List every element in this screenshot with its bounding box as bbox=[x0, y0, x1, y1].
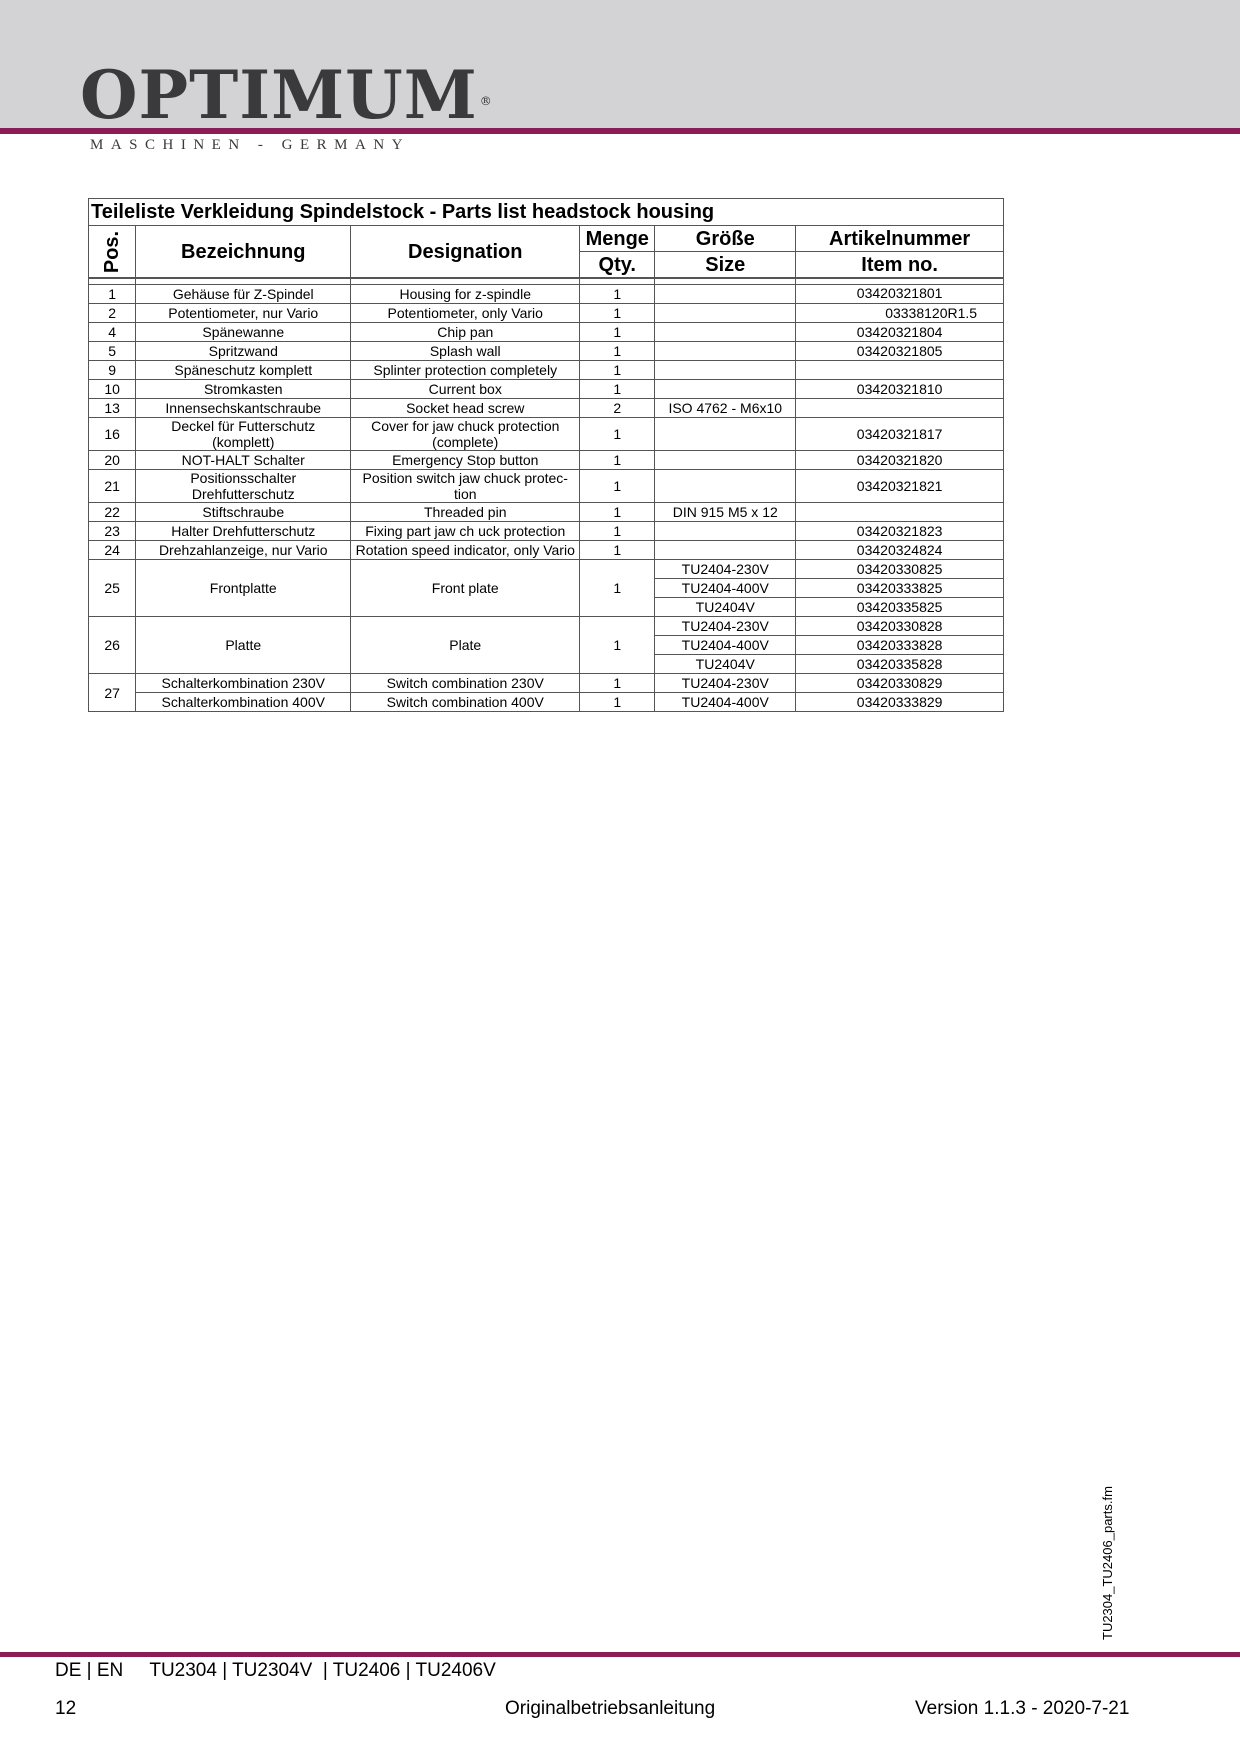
cell-designation: Rotation speed indicator, only Vario bbox=[351, 541, 580, 560]
cell-qty: 1 bbox=[580, 451, 655, 470]
cell-bezeichnung: Innensechskantschraube bbox=[136, 399, 351, 418]
cell-bezeichnung: Spritzwand bbox=[136, 342, 351, 361]
cell-item-no: 03420321805 bbox=[796, 342, 1004, 361]
cell-pos: 9 bbox=[89, 361, 136, 380]
cell-bezeichnung: Schalterkombination 400V bbox=[136, 693, 351, 712]
cell-bezeichnung: Schalterkombination 230V bbox=[136, 674, 351, 693]
table-row bbox=[89, 304, 1004, 323]
cell-pos: 4 bbox=[89, 323, 136, 342]
table-row bbox=[89, 380, 1004, 399]
cell-designation: Splash wall bbox=[351, 342, 580, 361]
cell-pos: 20 bbox=[89, 451, 136, 470]
cell-designation: Fixing part jaw ch uck protection bbox=[351, 522, 580, 541]
cell-item-no: 03420324824 bbox=[796, 541, 1004, 560]
cell-bezeichnung: Potentiometer, nur Vario bbox=[136, 304, 351, 323]
cell-item-no bbox=[796, 503, 1004, 522]
cell-designation: Emergency Stop button bbox=[351, 451, 580, 470]
cell-designation: Chip pan bbox=[351, 323, 580, 342]
optimum-logo bbox=[80, 56, 493, 134]
cell-designation: Splinter protection completely bbox=[351, 361, 580, 380]
cell-qty: 1 bbox=[580, 470, 655, 503]
table-row bbox=[89, 399, 1004, 418]
footer-version: Version 1.1.3 - 2020-7-21 bbox=[915, 1698, 1130, 1719]
cell-item-no: 03420330828 bbox=[796, 617, 1004, 636]
cell-bezeichnung: NOT-HALT Schalter bbox=[136, 451, 351, 470]
cell-designation: Switch combination 400V bbox=[351, 693, 580, 712]
cell-item-no: 03420321823 bbox=[796, 522, 1004, 541]
header-item-no: Item no. bbox=[796, 252, 1004, 279]
cell-size bbox=[655, 342, 796, 361]
cell-pos: 25 bbox=[89, 560, 136, 617]
cell-item-no: 03420321817 bbox=[796, 418, 1004, 451]
cell-item-no: 03420333828 bbox=[796, 636, 1004, 655]
cell-pos: 1 bbox=[89, 285, 136, 304]
table-row bbox=[89, 617, 1004, 636]
cell-pos: 2 bbox=[89, 304, 136, 323]
cell-size bbox=[655, 380, 796, 399]
footer-rule bbox=[0, 1652, 1240, 1657]
header-bezeichnung: Bezeichnung bbox=[136, 226, 351, 279]
table-row bbox=[89, 451, 1004, 470]
cell-item-no: 03420321804 bbox=[796, 323, 1004, 342]
cell-bezeichnung: Stiftschraube bbox=[136, 503, 351, 522]
cell-size bbox=[655, 451, 796, 470]
cell-qty: 1 bbox=[580, 560, 655, 617]
table-row bbox=[89, 470, 1004, 503]
table-row bbox=[89, 418, 1004, 451]
table-row bbox=[89, 342, 1004, 361]
header-menge: Menge bbox=[580, 226, 655, 252]
cell-designation: Front plate bbox=[351, 560, 580, 617]
cell-item-no: 03338120R1.5 bbox=[796, 304, 1004, 323]
cell-item-no: 03420333825 bbox=[796, 579, 1004, 598]
cell-bezeichnung: Positionsschalter Drehfutterschutz bbox=[136, 470, 351, 503]
cell-qty: 1 bbox=[580, 361, 655, 380]
cell-qty: 1 bbox=[580, 541, 655, 560]
cell-size bbox=[655, 323, 796, 342]
cell-pos: 22 bbox=[89, 503, 136, 522]
parts-table bbox=[88, 198, 1004, 712]
cell-bezeichnung: Gehäuse für Z-Spindel bbox=[136, 285, 351, 304]
cell-pos: 23 bbox=[89, 522, 136, 541]
registered-mark: ® bbox=[479, 94, 493, 108]
table-row bbox=[89, 522, 1004, 541]
cell-pos: 21 bbox=[89, 470, 136, 503]
header-pos: Pos. bbox=[89, 226, 136, 279]
footer-manual-title: Originalbetriebsanleitung bbox=[505, 1698, 716, 1719]
table-row bbox=[89, 674, 1004, 693]
cell-designation: Switch combination 230V bbox=[351, 674, 580, 693]
side-filename: TU2304_TU2406_parts.fm bbox=[1100, 1486, 1115, 1640]
table-row bbox=[89, 693, 1004, 712]
cell-qty: 1 bbox=[580, 522, 655, 541]
cell-pos: 10 bbox=[89, 380, 136, 399]
cell-bezeichnung: Frontplatte bbox=[136, 560, 351, 617]
cell-size: TU2404-230V bbox=[655, 674, 796, 693]
table-row bbox=[89, 541, 1004, 560]
cell-item-no bbox=[796, 399, 1004, 418]
cell-bezeichnung: Spänewanne bbox=[136, 323, 351, 342]
cell-qty: 1 bbox=[580, 380, 655, 399]
cell-bezeichnung: Späneschutz komplett bbox=[136, 361, 351, 380]
cell-size bbox=[655, 285, 796, 304]
header-qty: Qty. bbox=[580, 252, 655, 279]
cell-pos: 24 bbox=[89, 541, 136, 560]
cell-item-no: 03420321801 bbox=[796, 285, 1004, 304]
cell-bezeichnung: Stromkasten bbox=[136, 380, 351, 399]
cell-qty: 1 bbox=[580, 342, 655, 361]
cell-designation: Plate bbox=[351, 617, 580, 674]
cell-qty: 1 bbox=[580, 503, 655, 522]
cell-size: TU2404-400V bbox=[655, 693, 796, 712]
cell-item-no: 03420333829 bbox=[796, 693, 1004, 712]
table-row bbox=[89, 560, 1004, 579]
table-row bbox=[89, 361, 1004, 380]
cell-qty: 2 bbox=[580, 399, 655, 418]
cell-item-no bbox=[796, 361, 1004, 380]
cell-bezeichnung: Drehzahlanzeige, nur Vario bbox=[136, 541, 351, 560]
cell-designation: Socket head screw bbox=[351, 399, 580, 418]
header-size: Size bbox=[655, 252, 796, 279]
cell-item-no: 03420330825 bbox=[796, 560, 1004, 579]
table-row bbox=[89, 323, 1004, 342]
table-row bbox=[89, 503, 1004, 522]
cell-size bbox=[655, 304, 796, 323]
logo-text: OPTIMUM bbox=[80, 56, 478, 134]
cell-qty: 1 bbox=[580, 323, 655, 342]
cell-item-no: 03420321820 bbox=[796, 451, 1004, 470]
cell-size bbox=[655, 470, 796, 503]
page-number: 12 bbox=[55, 1698, 77, 1719]
cell-qty: 1 bbox=[580, 617, 655, 674]
cell-qty: 1 bbox=[580, 674, 655, 693]
cell-size bbox=[655, 541, 796, 560]
cell-pos: 26 bbox=[89, 617, 136, 674]
table-title: Teileliste Verkleidung Spindelstock - Parts list headstock housing bbox=[89, 199, 1004, 226]
cell-size: TU2404V bbox=[655, 598, 796, 617]
header-artikelnummer: Artikelnummer bbox=[796, 226, 1004, 252]
cell-size: DIN 915 M5 x 12 bbox=[655, 503, 796, 522]
cell-designation: Threaded pin bbox=[351, 503, 580, 522]
cell-designation: Cover for jaw chuck protection (complete) bbox=[351, 418, 580, 451]
cell-designation: Current box bbox=[351, 380, 580, 399]
cell-bezeichnung: Halter Drehfutterschutz bbox=[136, 522, 351, 541]
cell-pos: 5 bbox=[89, 342, 136, 361]
cell-qty: 1 bbox=[580, 304, 655, 323]
cell-size: TU2404-400V bbox=[655, 579, 796, 598]
cell-qty: 1 bbox=[580, 285, 655, 304]
cell-size: ISO 4762 - M6x10 bbox=[655, 399, 796, 418]
cell-pos: 13 bbox=[89, 399, 136, 418]
cell-designation: Position switch jaw chuck protec-tion bbox=[351, 470, 580, 503]
cell-pos: 16 bbox=[89, 418, 136, 451]
cell-size bbox=[655, 418, 796, 451]
cell-size: TU2404V bbox=[655, 655, 796, 674]
cell-item-no: 03420321810 bbox=[796, 380, 1004, 399]
cell-size: TU2404-400V bbox=[655, 636, 796, 655]
cell-qty: 1 bbox=[580, 693, 655, 712]
cell-designation: Potentiometer, only Vario bbox=[351, 304, 580, 323]
logo-subtitle: MASCHINEN - GERMANY bbox=[90, 137, 411, 153]
footer-models: DE | EN TU2304 | TU2304V | TU2406 | TU2406V bbox=[55, 1660, 496, 1681]
cell-pos: 27 bbox=[89, 674, 136, 712]
cell-item-no: 03420330829 bbox=[796, 674, 1004, 693]
cell-designation: Housing for z-spindle bbox=[351, 285, 580, 304]
cell-size: TU2404-230V bbox=[655, 617, 796, 636]
cell-size bbox=[655, 522, 796, 541]
cell-bezeichnung: Deckel für Futterschutz (komplett) bbox=[136, 418, 351, 451]
cell-size: TU2404-230V bbox=[655, 560, 796, 579]
header-designation: Designation bbox=[351, 226, 580, 279]
cell-item-no: 03420335828 bbox=[796, 655, 1004, 674]
cell-bezeichnung: Platte bbox=[136, 617, 351, 674]
cell-size bbox=[655, 361, 796, 380]
cell-qty: 1 bbox=[580, 418, 655, 451]
header-groesse: Größe bbox=[655, 226, 796, 252]
table-row bbox=[89, 285, 1004, 304]
cell-item-no: 03420335825 bbox=[796, 598, 1004, 617]
cell-item-no: 03420321821 bbox=[796, 470, 1004, 503]
